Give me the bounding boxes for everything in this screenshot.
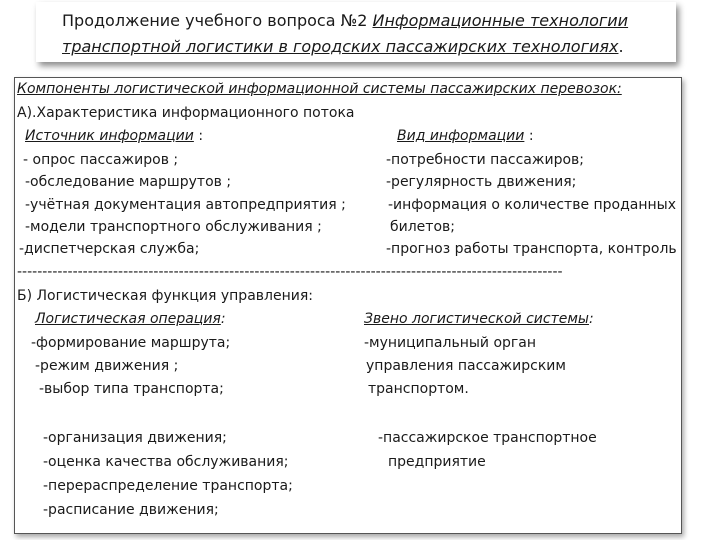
- kind-item: -регулярность движения;: [386, 174, 577, 190]
- link-item: транспортом.: [368, 381, 469, 397]
- section-b-heading: Б) Логистическая функция управления:: [17, 288, 313, 304]
- source-item: -диспетчерская служба;: [19, 241, 200, 257]
- title-italic-2: транспортной логистики в городских пассажирских технологиях: [62, 37, 619, 56]
- kind-item: билетов;: [390, 219, 455, 235]
- link-item: управления пассажирским: [366, 358, 566, 374]
- source-column-header: Источник информации :: [25, 128, 204, 144]
- operation-item: -формирование маршрута;: [31, 335, 231, 351]
- operation-item: -оценка качества обслуживания;: [43, 454, 289, 470]
- source-item: - опрос пассажиров ;: [23, 152, 179, 168]
- slide-title-box: [36, 2, 676, 62]
- link-item: предприятие: [388, 454, 486, 470]
- section-a-heading: А).Характеристика информационного потока: [17, 105, 355, 121]
- content-box: [14, 77, 682, 534]
- title-plain: Продолжение учебного вопроса №2: [62, 11, 373, 30]
- link-item: -пассажирское транспортное: [378, 430, 597, 446]
- source-item: -модели транспортного обслуживания ;: [25, 219, 322, 235]
- operation-item: -выбор типа транспорта;: [39, 381, 224, 397]
- title-italic: Информационные технологии: [372, 11, 629, 30]
- kind-item: -потребности пассажиров;: [386, 152, 585, 168]
- operation-item: -режим движения ;: [35, 358, 179, 374]
- link-item: -муниципальный орган: [364, 335, 537, 351]
- operation-item: -расписание движения;: [43, 502, 219, 518]
- operation-column-header: Логистическая операция:: [35, 311, 226, 327]
- operation-item: -организация движения;: [43, 430, 227, 446]
- components-heading: Компоненты логистической информационной системы пассажирских перевозок:: [17, 81, 622, 97]
- section-divider: ------------------------------------------------------------------------------------------------------------: [17, 264, 563, 280]
- kind-column-header: Вид информации :: [397, 128, 534, 144]
- source-item: -обследование маршрутов ;: [25, 174, 232, 190]
- operation-item: -перераспределение транспорта;: [43, 478, 293, 494]
- title-period: .: [618, 37, 624, 56]
- kind-item: -информация о количестве проданных: [388, 197, 677, 213]
- title-line-1: [62, 11, 628, 30]
- title-line-2: [62, 37, 624, 56]
- kind-item: -прогноз работы транспорта, контроль: [386, 241, 677, 257]
- source-item: -учётная документация автопредприятия ;: [25, 197, 346, 213]
- link-column-header: Звено логистической системы:: [364, 311, 594, 327]
